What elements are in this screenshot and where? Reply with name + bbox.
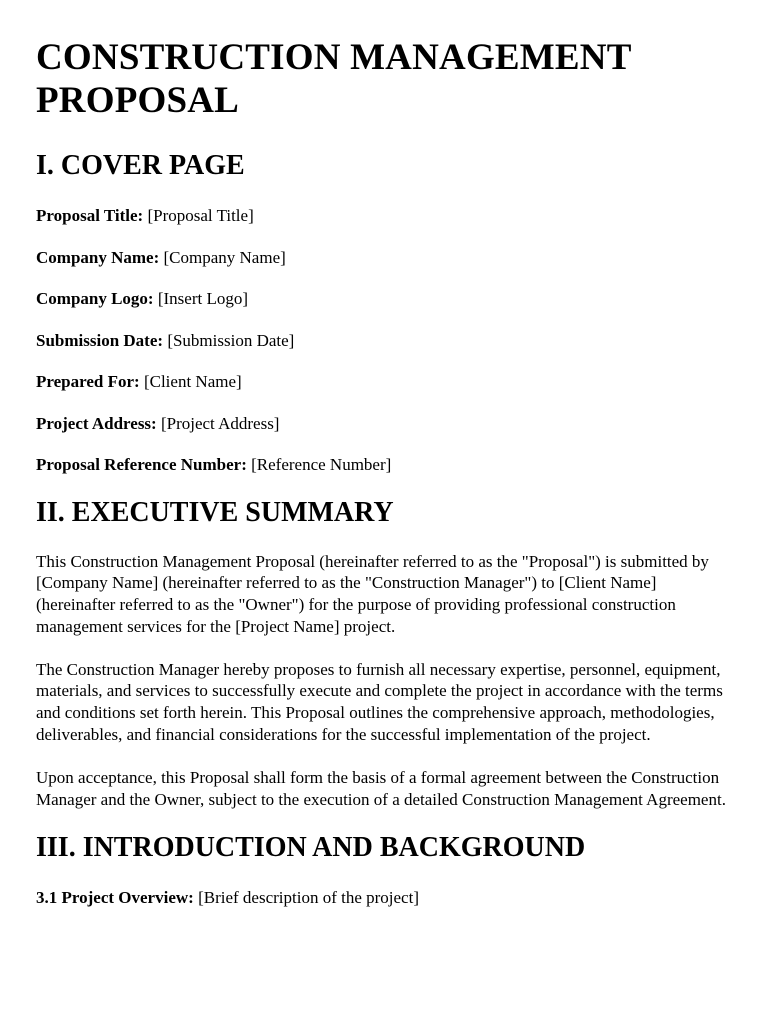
field-value: [Insert Logo] — [157, 289, 249, 308]
field-reference-number — [36, 455, 734, 475]
field-value: [Client Name] — [143, 372, 242, 391]
summary-paragraph: This Construction Management Proposal (hereinafter referred to as the "Proposal") is submitted by [Company Name] (hereinafter referred to as the "Construction Manager") to [Client Name] (hereinafter referred to as the "Owner") for the purpose of providing professional construction management services for the [Project Name] project. — [36, 551, 709, 636]
field-label: Project Address: — [36, 413, 157, 433]
field-submission-date — [36, 331, 734, 351]
field-value: [Submission Date] — [167, 330, 295, 350]
field-label: Proposal Title: — [36, 206, 144, 225]
field-label: Submission Date: — [36, 330, 164, 350]
field-project-address — [36, 414, 734, 434]
field-proposal-title — [36, 206, 734, 226]
summary-paragraph: The Construction Manager hereby proposes to furnish all necessary expertise, personnel, equipment, materials, and services to successfully execute and complete the project in accordance with the terms and conditions set forth herein. This Proposal outlines the comprehensive approach, methodologies, deliverables, and financial considerations for the successful implementation of the project. — [36, 659, 723, 745]
cover-page-fields — [36, 206, 734, 475]
field-label: Proposal Reference Number: — [36, 455, 247, 474]
field-label: 3.1 Project Overview: — [36, 888, 194, 908]
section-heading-introduction: III. INTRODUCTION AND BACKGROUND — [36, 832, 586, 864]
field-company-name — [36, 248, 734, 268]
executive-summary-body — [36, 551, 734, 811]
field-value: [Company Name] — [163, 247, 286, 267]
field-label: Company Logo: — [36, 289, 154, 308]
project-overview-field — [36, 888, 734, 908]
document-title — [36, 36, 734, 122]
document-title-line-2: PROPOSAL — [36, 80, 240, 121]
summary-paragraph: Upon acceptance, this Proposal shall form the basis of a formal agreement between the Construction Manager and the Owner, subject to the execution of a detailed Construction Management Agreement. — [36, 767, 726, 809]
field-value: [Project Address] — [160, 413, 280, 433]
field-label: Prepared For: — [36, 372, 140, 391]
section-heading-cover-page: I. COVER PAGE — [36, 150, 245, 181]
field-value: [Proposal Title] — [147, 206, 254, 225]
field-company-logo — [36, 289, 734, 309]
document-title-line-1: CONSTRUCTION MANAGEMENT — [36, 37, 632, 78]
field-value: [Brief description of the project] — [198, 888, 419, 908]
field-label: Company Name: — [36, 247, 160, 267]
field-value: [Reference Number] — [251, 455, 392, 474]
section-heading-executive-summary: II. EXECUTIVE SUMMARY — [36, 496, 394, 528]
field-prepared-for — [36, 372, 734, 392]
